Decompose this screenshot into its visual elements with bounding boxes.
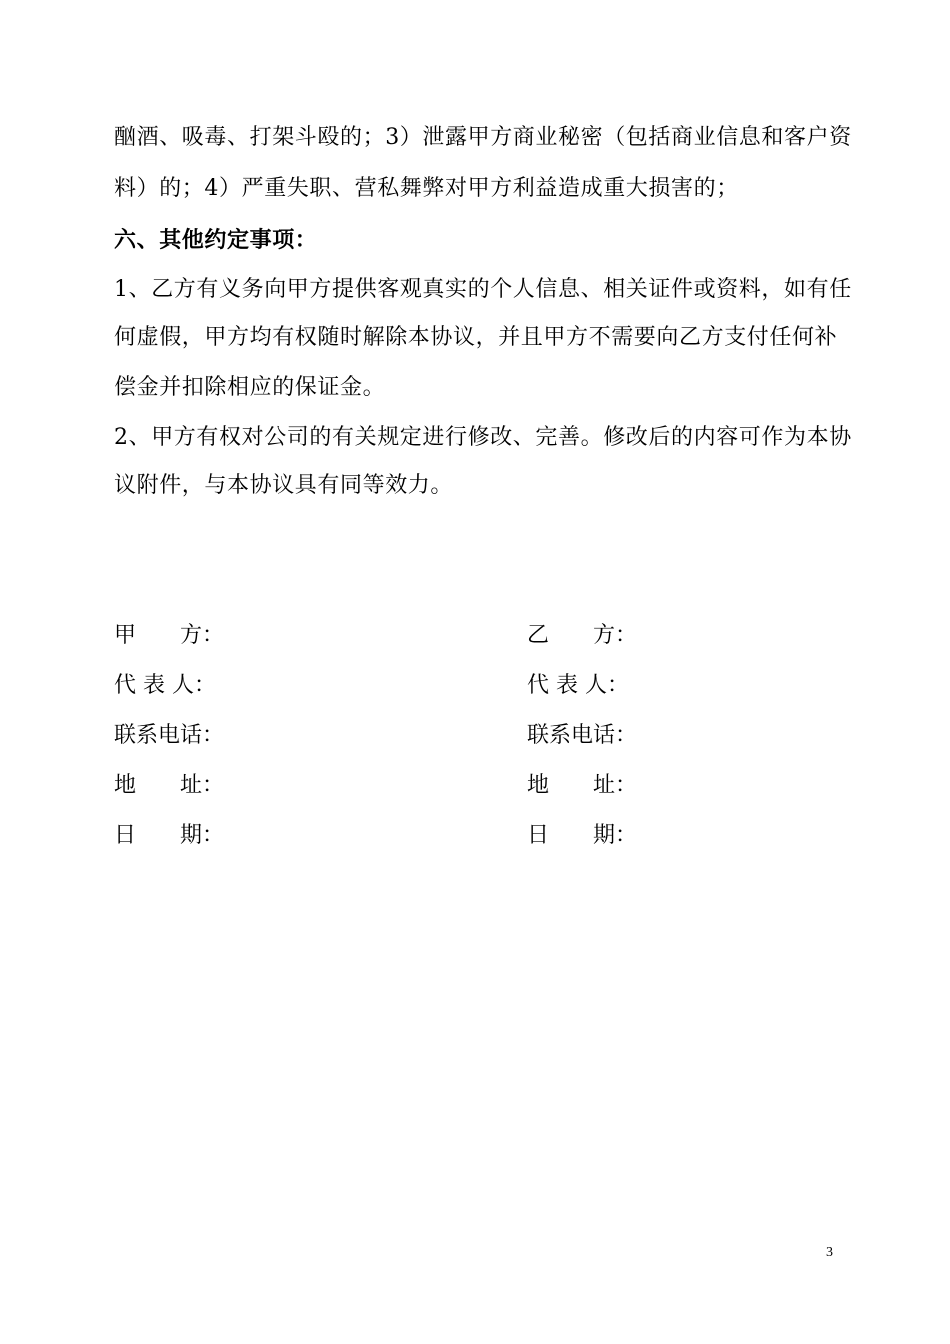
section-heading: 六、其他约定事项： [114, 227, 318, 253]
party-a-date-label: 日 期： [114, 823, 225, 848]
party-a-label: 甲 方： [114, 623, 225, 648]
paragraph-line: 议附件，与本协议具有同等效力。 [114, 473, 454, 498]
paragraph-line: 料）的；4）严重失职、营私舞弊对甲方利益造成重大损害的； [114, 176, 739, 201]
party-b-date-label: 日 期： [527, 823, 638, 848]
paragraph-line: 偿金并扣除相应的保证金。 [114, 375, 386, 400]
party-a-address-label: 地 址： [114, 773, 225, 798]
paragraph-line: 2、甲方有权对公司的有关规定进行修改、完善。修改后的内容可作为本协 [114, 425, 852, 450]
party-b-representative-label: 代 表 人： [527, 673, 629, 698]
page-number: 3 [826, 1245, 833, 1260]
party-b-label: 乙 方： [527, 623, 638, 648]
party-b-address-label: 地 址： [527, 773, 638, 798]
paragraph-line: 酗酒、吸毒、打架斗殴的；3）泄露甲方商业秘密（包括商业信息和客户资 [114, 125, 852, 150]
paragraph-line: 1、乙方有义务向甲方提供客观真实的个人信息、相关证件或资料，如有任 [114, 277, 852, 302]
party-a-representative-label: 代 表 人： [114, 673, 216, 698]
party-a-phone-label: 联系电话： [114, 723, 225, 748]
party-b-phone-label: 联系电话： [527, 723, 638, 748]
paragraph-line: 何虚假，甲方均有权随时解除本协议，并且甲方不需要向乙方支付任何补 [114, 325, 838, 350]
